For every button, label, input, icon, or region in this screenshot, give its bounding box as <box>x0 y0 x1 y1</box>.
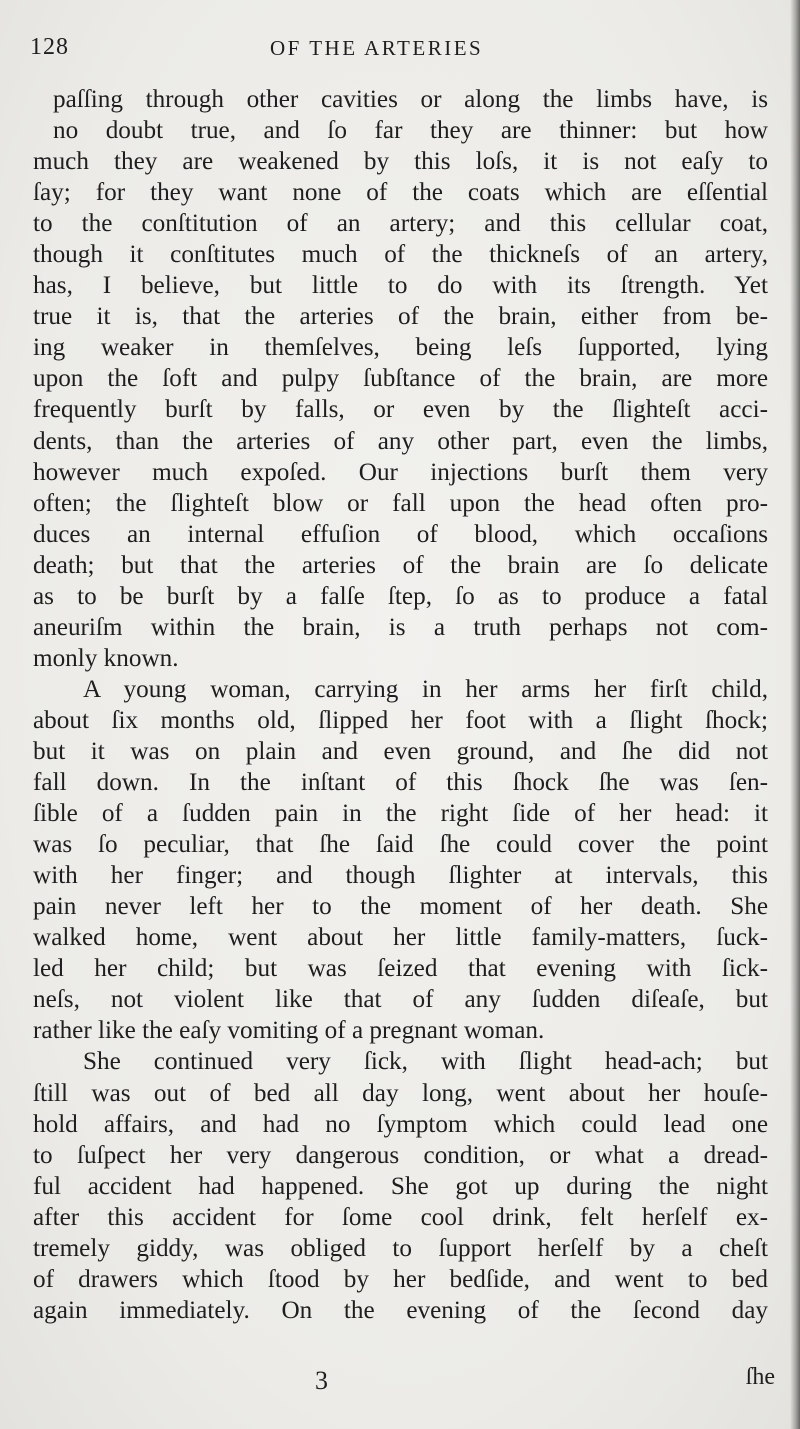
page-header <box>30 34 775 64</box>
text-line: paſſing through other cavities or along the limbs have, is <box>53 86 768 113</box>
text-line: neſs, not violent like that of any ſudden diſeaſe, but <box>33 986 768 1014</box>
text-line: duces an internal effuſion of blood, which occaſions <box>33 520 768 548</box>
text-line: ſtill was out of bed all day long, went about her houſe- <box>33 1079 768 1107</box>
text-line: to ſuſpect her very dangerous condition, or what a dread- <box>33 1141 768 1169</box>
text-line: hold affairs, and had no ſymptom which could lead one <box>33 1110 768 1138</box>
text-line: often; the ſlighteſt blow or fall upon the head often pro- <box>33 489 768 517</box>
text-line: tremely giddy, was obliged to ſupport herſelf by a cheſt <box>33 1234 768 1262</box>
text-line: was ſo peculiar, that ſhe ſaid ſhe could cover the point <box>33 831 768 859</box>
text-line: but it was on plain and even ground, and ſhe did not <box>33 737 768 765</box>
text-line: ing weaker in themſelves, being leſs ſupported, lying <box>33 334 768 362</box>
text-line: no doubt true, and ſo far they are thinner: but how <box>53 117 768 145</box>
text-line: again immediately. On the evening of the ſecond day <box>33 1296 768 1324</box>
page-edge-shadow <box>790 0 800 1429</box>
text-line: dents, than the arteries of any other part, even the limbs, <box>33 427 768 455</box>
text-line: fall down. In the inſtant of this ſhock ſhe was ſen- <box>33 769 768 797</box>
text-line: pain never left her to the moment of her death. She <box>33 893 768 921</box>
body-text <box>33 84 768 1326</box>
page-footer <box>30 1364 775 1404</box>
text-line: ſible of a ſudden pain in the right ſide of her head: it <box>33 800 768 828</box>
running-head: OF THE ARTERIES <box>270 36 484 60</box>
signature-mark: 3 <box>315 1366 328 1395</box>
text-line: though it conſtitutes much of the thickneſs of an artery, <box>33 241 768 269</box>
text-line: to the conſtitution of an artery; and this cellular coat, <box>33 210 768 238</box>
text-line: ſay; for they want none of the coats which are eſſential <box>33 179 768 207</box>
text-line: She continued very ſick, with ſlight head-ach; but <box>83 1048 768 1076</box>
text-line: with her finger; and though ſlighter at intervals, this <box>33 862 768 890</box>
text-line: led her child; but was ſeized that evening with ſick- <box>33 955 768 983</box>
text-line: ful accident had happened. She got up during the night <box>33 1172 768 1200</box>
text-line: monly known. <box>33 644 179 672</box>
text-line: upon the ſoft and pulpy ſubſtance of the brain, are more <box>33 365 768 393</box>
text-line: of drawers which ſtood by her bedſide, and went to bed <box>33 1265 768 1293</box>
text-line: however much expoſed. Our injections burſt them very <box>33 458 768 486</box>
text-line: much they are weakened by this loſs, it is not eaſy to <box>33 148 768 176</box>
text-line: walked home, went about her little family-matters, ſuck- <box>33 924 768 952</box>
text-line: about ſix months old, ſlipped her foot with a ſlight ſhock; <box>33 706 768 734</box>
page-number: 128 <box>30 34 69 60</box>
text-line: has, I believe, but little to do with its ſtrength. Yet <box>33 272 768 300</box>
text-line: death; but that the arteries of the brain are ſo delicate <box>33 551 768 579</box>
text-line: A young woman, carrying in her arms her firſt child, <box>83 675 768 703</box>
text-line: after this accident for ſome cool drink, felt herſelf ex- <box>33 1203 768 1231</box>
text-line: aneuriſm within the brain, is a truth perhaps not com- <box>33 613 768 641</box>
text-line: rather like the eaſy vomiting of a pregnant woman. <box>33 1017 545 1045</box>
text-line: true it is, that the arteries of the brain, either from be- <box>33 303 768 331</box>
text-line: frequently burſt by falls, or even by the ſlighteſt acci- <box>33 396 768 424</box>
text-line: as to be burſt by a falſe ſtep, ſo as to produce a fatal <box>33 582 768 610</box>
catchword: ſhe <box>745 1364 775 1390</box>
